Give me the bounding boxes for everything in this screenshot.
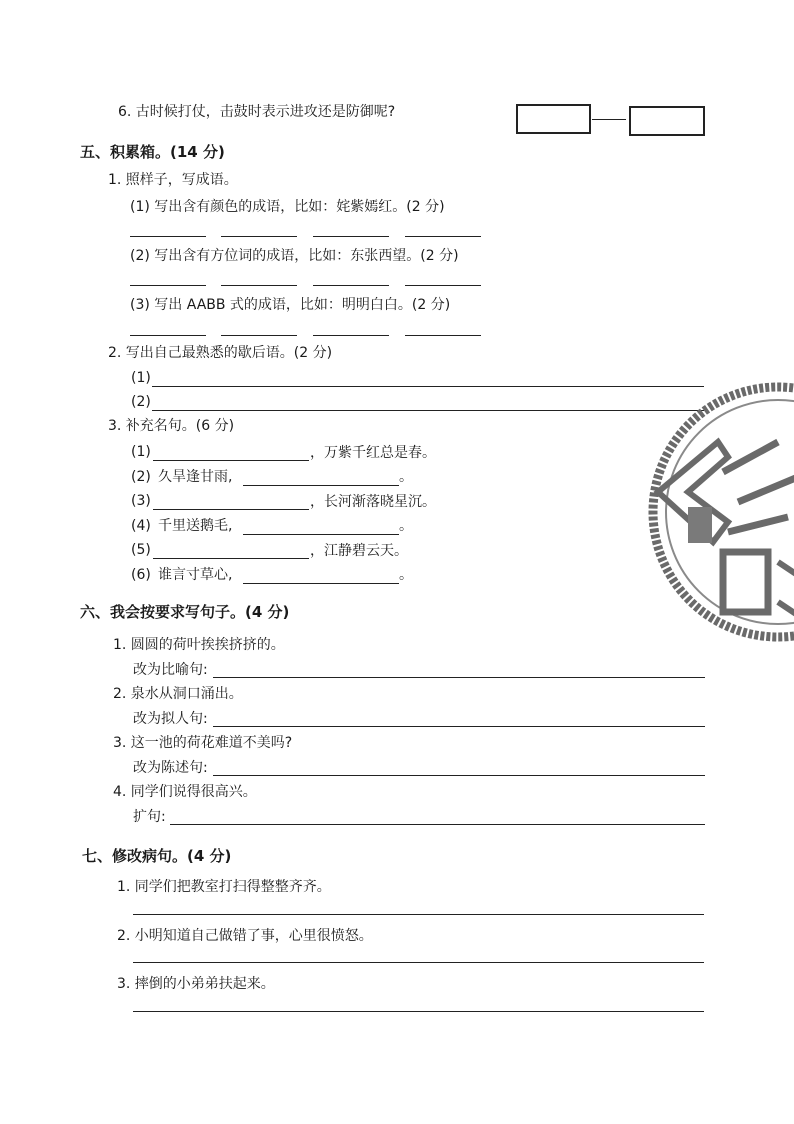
- idiom-blank[interactable]: [130, 236, 206, 237]
- idiom-blank[interactable]: [405, 285, 481, 286]
- s7-q2: 2. 小明知道自己做错了事，心里很愤怒。: [117, 928, 373, 944]
- answer-line[interactable]: [133, 962, 704, 963]
- idiom-blank[interactable]: [221, 236, 297, 237]
- answer-line[interactable]: [213, 726, 705, 727]
- fill-blank[interactable]: [153, 460, 309, 461]
- fill-blank[interactable]: [153, 558, 309, 559]
- s5-q2-title: 2. 写出自己最熟悉的歇后语。(2 分): [108, 345, 333, 361]
- q6-dash: [592, 119, 626, 120]
- s5-q3-post: 。: [399, 567, 413, 583]
- s5-q3-num: (3): [131, 493, 151, 509]
- s5-q3-post: 。: [399, 469, 413, 485]
- answer-line[interactable]: [133, 1011, 704, 1012]
- s6-q1: 1. 圆圆的荷叶挨挨挤挤的。: [113, 637, 285, 653]
- idiom-blank[interactable]: [405, 335, 481, 336]
- idiom-blank[interactable]: [130, 335, 206, 336]
- s5-q3-num: (1): [131, 444, 151, 460]
- answer-line[interactable]: [133, 914, 704, 915]
- s5-q1-item3: (3) 写出 AABB 式的成语，比如：明明白白。(2 分): [130, 297, 451, 313]
- s5-q3-post: ，江静碧云天。: [310, 543, 408, 559]
- fill-blank[interactable]: [153, 509, 309, 510]
- s5-q2-num1: (1): [131, 370, 151, 386]
- q6-answer-box-1[interactable]: [516, 104, 591, 134]
- idiom-blank[interactable]: [313, 285, 389, 286]
- s5-q3-pre: 谁言寸草心,: [158, 567, 233, 583]
- seal-stamp: [628, 382, 794, 642]
- fill-blank[interactable]: [243, 534, 399, 535]
- s5-q3-post: ，长河渐落晓星沉。: [310, 494, 436, 510]
- s6-label2: 改为拟人句:: [133, 711, 208, 727]
- section6-title: 六、我会按要求写句子。(4 分): [80, 603, 290, 621]
- s5-q3-post: 。: [399, 518, 413, 534]
- s5-q3-num: (6): [131, 567, 151, 583]
- s5-q1-item1: (1) 写出含有颜色的成语，比如：姹紫嫣红。(2 分): [130, 199, 445, 215]
- section7-title: 七、修改病句。(4 分): [82, 847, 232, 865]
- answer-line[interactable]: [152, 386, 704, 387]
- idiom-blank[interactable]: [405, 236, 481, 237]
- idiom-blank[interactable]: [221, 285, 297, 286]
- s5-q1-title: 1. 照样子，写成语。: [108, 172, 238, 188]
- answer-line[interactable]: [213, 775, 705, 776]
- answer-line[interactable]: [213, 677, 705, 678]
- s6-label4: 扩句:: [133, 809, 166, 825]
- s5-q3-num: (4): [131, 518, 151, 534]
- s5-q3-num: (2): [131, 469, 151, 485]
- section5-title: 五、积累箱。(14 分): [80, 143, 225, 161]
- s6-q2: 2. 泉水从洞口涌出。: [113, 686, 243, 702]
- s6-label1: 改为比喻句:: [133, 662, 208, 678]
- s5-q3-pre: 千里送鹅毛,: [158, 518, 233, 534]
- fill-blank[interactable]: [243, 583, 399, 584]
- q6-text: 6. 古时候打仗，击鼓时表示进攻还是防御呢?: [118, 104, 396, 120]
- s7-q1: 1. 同学们把教室打扫得整整齐齐。: [117, 879, 331, 895]
- s5-q2-num2: (2): [131, 394, 151, 410]
- s6-label3: 改为陈述句:: [133, 760, 208, 776]
- answer-line[interactable]: [170, 824, 705, 825]
- s5-q3-post: ，万紫千红总是春。: [310, 445, 436, 461]
- s5-q1-item2: (2) 写出含有方位词的成语，比如：东张西望。(2 分): [130, 248, 459, 264]
- s5-q3-pre: 久旱逢甘雨,: [158, 469, 233, 485]
- s6-q4: 4. 同学们说得很高兴。: [113, 784, 257, 800]
- s5-q3-title: 3. 补充名句。(6 分): [108, 418, 235, 434]
- s7-q3: 3. 摔倒的小弟弟扶起来。: [117, 976, 275, 992]
- answer-line[interactable]: [152, 410, 704, 411]
- idiom-blank[interactable]: [221, 335, 297, 336]
- idiom-blank[interactable]: [130, 285, 206, 286]
- q6-answer-box-2[interactable]: [629, 106, 705, 136]
- s5-q3-num: (5): [131, 542, 151, 558]
- s6-q3: 3. 这一池的荷花难道不美吗?: [113, 735, 293, 751]
- fill-blank[interactable]: [243, 485, 399, 486]
- idiom-blank[interactable]: [313, 236, 389, 237]
- idiom-blank[interactable]: [313, 335, 389, 336]
